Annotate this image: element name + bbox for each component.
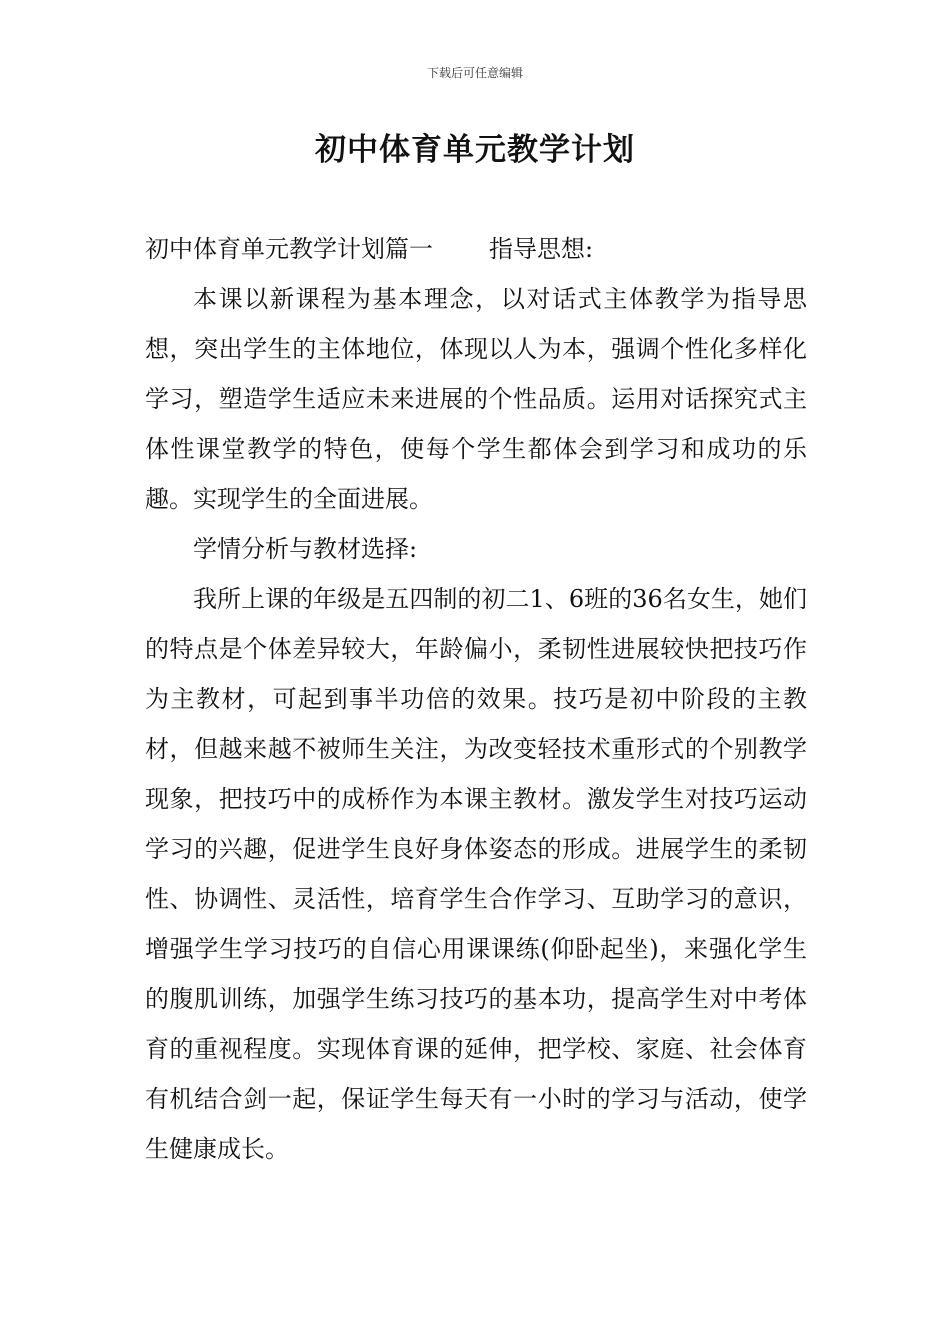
intro-line bbox=[145, 224, 807, 274]
paragraph-analysis: 我所上课的年级是五四制的初二1、6班的36名女生，她们的特点是个体差异较大，年龄偏小，柔韧性进展较快把技巧作为主教材，可起到事半功倍的效果。技巧是初中阶段的主教材，但越来越不被师生关注，为改变轻技术重形式的个别教学现象，把技巧中的成桥作为本课主教材。激发学生对技巧运动学习的兴趣，促进学生良好身体姿态的形成。进展学生的柔韧性、协调性、灵活性，培育学生合作学习、互助学习的意识，增强学生学习技巧的自信心用课课练(仰卧起坐)，来强化学生的腹肌训练，加强学生练习技巧的基本功，提高学生对中考体育的重视程度。实现体育课的延伸，把学校、家庭、社会体育有机结合剑一起，保证学生每天有一小时的学习与活动，使学生健康成长。 bbox=[145, 585, 807, 1163]
paragraph-subheading: 学情分析与教材选择: bbox=[193, 535, 418, 563]
document-title: 初中体育单元教学计划 bbox=[315, 132, 635, 168]
paragraph-guiding-thought: 本课以新课程为基本理念，以对话式主体教学为指导思想，突出学生的主体地位，体现以人为本，强调个性化多样化学习，塑造学生适应未来进展的个性品质。运用对话探究式主体性课堂教学的特色，使每个学生都体会到学习和成功的乐趣。实现学生的全面进展。 bbox=[145, 285, 807, 513]
header-note: 下载后可任意编辑 bbox=[426, 66, 523, 80]
document-body bbox=[145, 224, 807, 1174]
section-label: 指导思想: bbox=[489, 235, 594, 263]
section-heading: 初中体育单元教学计划篇一 bbox=[145, 235, 433, 263]
